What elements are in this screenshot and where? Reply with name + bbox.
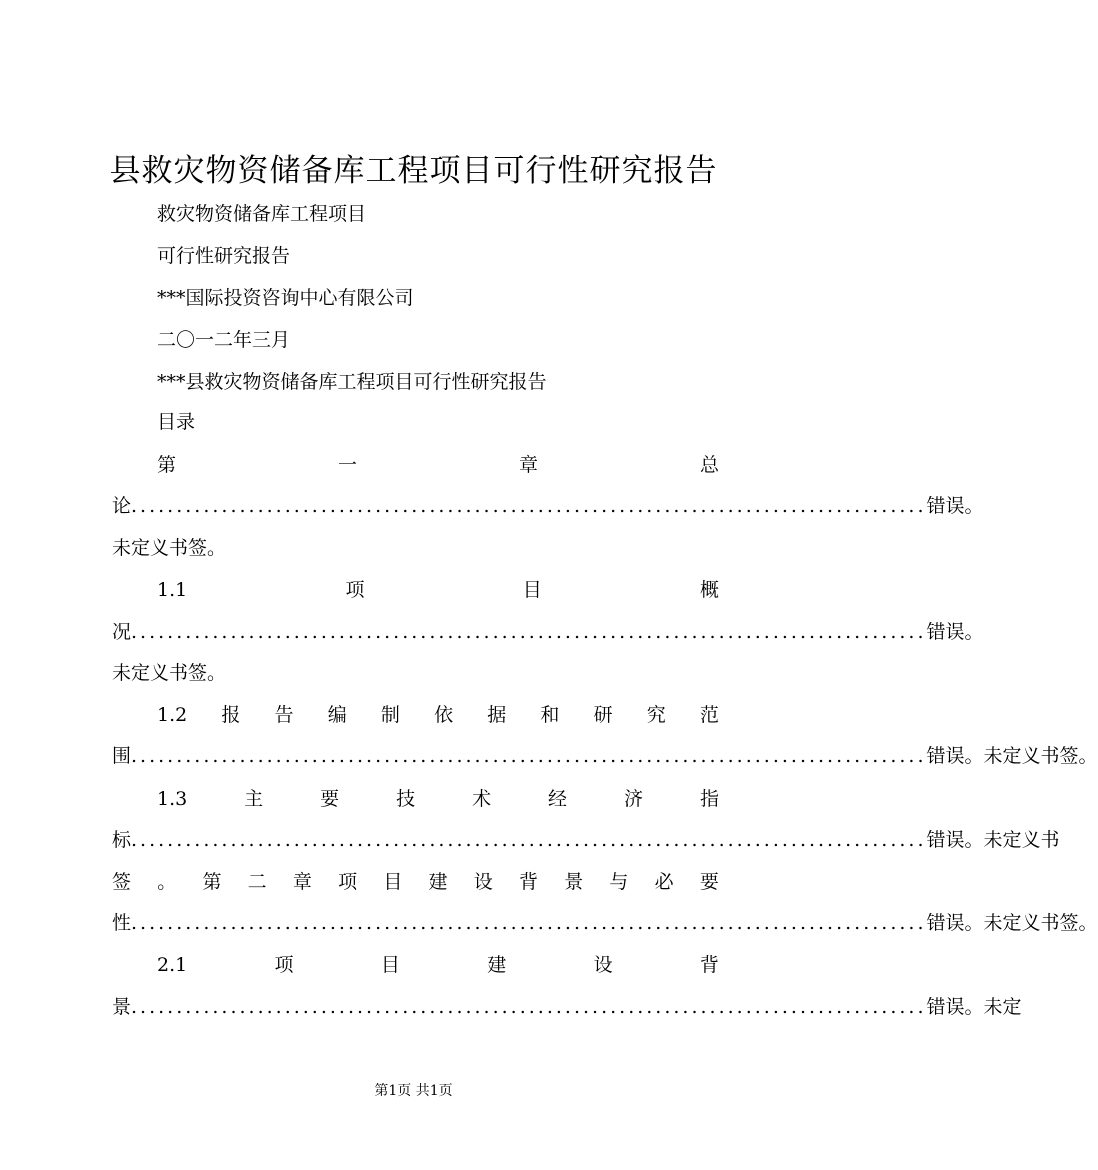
toc-entry-label: 景: [112, 996, 132, 1018]
toc-entry-ch2-line1: [112, 869, 719, 895]
toc-word: 景: [564, 871, 584, 893]
cover-line-full-title: ***县救灾物资储备库工程项目可行性研究报告: [157, 371, 547, 393]
toc-word: 告: [274, 704, 294, 726]
toc-word: 项: [345, 579, 365, 601]
toc-word: 1.2: [157, 704, 188, 726]
toc-entry-label: 况: [112, 621, 132, 643]
toc-error-text: 错误。未定义书签。: [926, 912, 1098, 934]
toc-word: 设: [593, 954, 613, 976]
toc-word: 研: [593, 704, 613, 726]
toc-entry-1-1-line2[interactable]: [112, 619, 984, 645]
toc-word: 目: [380, 954, 400, 976]
toc-word: 建: [487, 954, 507, 976]
toc-word: 2.1: [157, 954, 188, 976]
toc-word: 项: [338, 871, 358, 893]
toc-word: 背: [699, 954, 719, 976]
toc-entry-ch1-line3: 未定义书签。: [112, 537, 227, 559]
toc-word: 制: [380, 704, 400, 726]
toc-entry-ch1-line2[interactable]: [112, 493, 984, 519]
dot-leader: ........................................................................................: [131, 912, 927, 934]
toc-word: 签: [112, 871, 132, 893]
toc-word: 要: [320, 788, 340, 810]
dot-leader: ........................................................................................: [131, 495, 927, 517]
toc-word: 要: [699, 871, 719, 893]
toc-word: 术: [472, 788, 492, 810]
toc-word: 第: [157, 454, 177, 476]
toc-word: 编: [327, 704, 347, 726]
dot-leader: ........................................................................................: [131, 996, 927, 1018]
toc-word: 第: [202, 871, 222, 893]
toc-word: 经: [548, 788, 568, 810]
toc-word: 。: [157, 871, 177, 893]
dot-leader: ........................................................................................: [131, 829, 927, 851]
toc-word: 指: [699, 788, 719, 810]
toc-entry-label: 标: [112, 829, 132, 851]
toc-word: 究: [646, 704, 666, 726]
toc-word: 章: [518, 454, 538, 476]
document-title: 县救灾物资储备库工程项目可行性研究报告: [109, 153, 718, 189]
toc-word: 技: [396, 788, 416, 810]
toc-heading: 目录: [157, 411, 196, 433]
toc-word: 济: [624, 788, 644, 810]
toc-word: 1.1: [157, 579, 188, 601]
toc-word: 概: [699, 579, 719, 601]
toc-entry-1-2-line2[interactable]: [112, 743, 1098, 769]
toc-word: 二: [247, 871, 267, 893]
toc-word: 必: [654, 871, 674, 893]
toc-word: 据: [487, 704, 507, 726]
toc-word: 与: [609, 871, 629, 893]
toc-entry-1-3-line1: [157, 786, 719, 812]
toc-word: 设: [473, 871, 493, 893]
toc-entry-label: 围: [112, 745, 132, 767]
toc-entry-ch2-line2[interactable]: [112, 910, 1098, 936]
toc-word: 目: [383, 871, 403, 893]
toc-word: 报: [221, 704, 241, 726]
toc-word: 依: [434, 704, 454, 726]
toc-word: 项: [274, 954, 294, 976]
toc-word: 建: [428, 871, 448, 893]
cover-line-date: 二〇一二年三月: [157, 329, 291, 351]
dot-leader: ........................................................................................: [131, 745, 927, 767]
toc-word: 主: [244, 788, 264, 810]
dot-leader: ........................................................................................: [131, 621, 927, 643]
toc-entry-label: 性: [112, 912, 132, 934]
toc-error-text: 错误。: [926, 621, 984, 643]
toc-word: 目: [522, 579, 542, 601]
toc-entry-2-1-line1: [157, 952, 719, 978]
toc-error-text: 错误。未定: [926, 996, 1022, 1018]
toc-word: 和: [540, 704, 560, 726]
toc-word: 范: [699, 704, 719, 726]
toc-error-text: 错误。未定义书签。: [926, 745, 1098, 767]
toc-entry-1-1-line1: [157, 577, 719, 603]
cover-line-project: 救灾物资储备库工程项目: [157, 203, 367, 225]
toc-entry-1-3-line2[interactable]: [112, 827, 1060, 853]
toc-entry-1-2-line1: [157, 702, 719, 728]
page-footer: 第1页 共1页: [374, 1083, 453, 1099]
toc-entry-label: 论: [112, 495, 132, 517]
toc-word: 章: [292, 871, 312, 893]
toc-word: 背: [518, 871, 538, 893]
cover-line-report: 可行性研究报告: [157, 245, 291, 267]
cover-line-company: ***国际投资咨询中心有限公司: [157, 287, 414, 309]
toc-error-text: 错误。未定义书: [926, 829, 1060, 851]
toc-entry-ch1-line1: [157, 452, 719, 478]
toc-word: 一: [337, 454, 357, 476]
toc-word: 1.3: [157, 788, 188, 810]
toc-word: 总: [699, 454, 719, 476]
toc-entry-2-1-line2[interactable]: [112, 994, 1022, 1020]
toc-error-text: 错误。: [926, 495, 984, 517]
toc-entry-1-1-line3: 未定义书签。: [112, 662, 227, 684]
